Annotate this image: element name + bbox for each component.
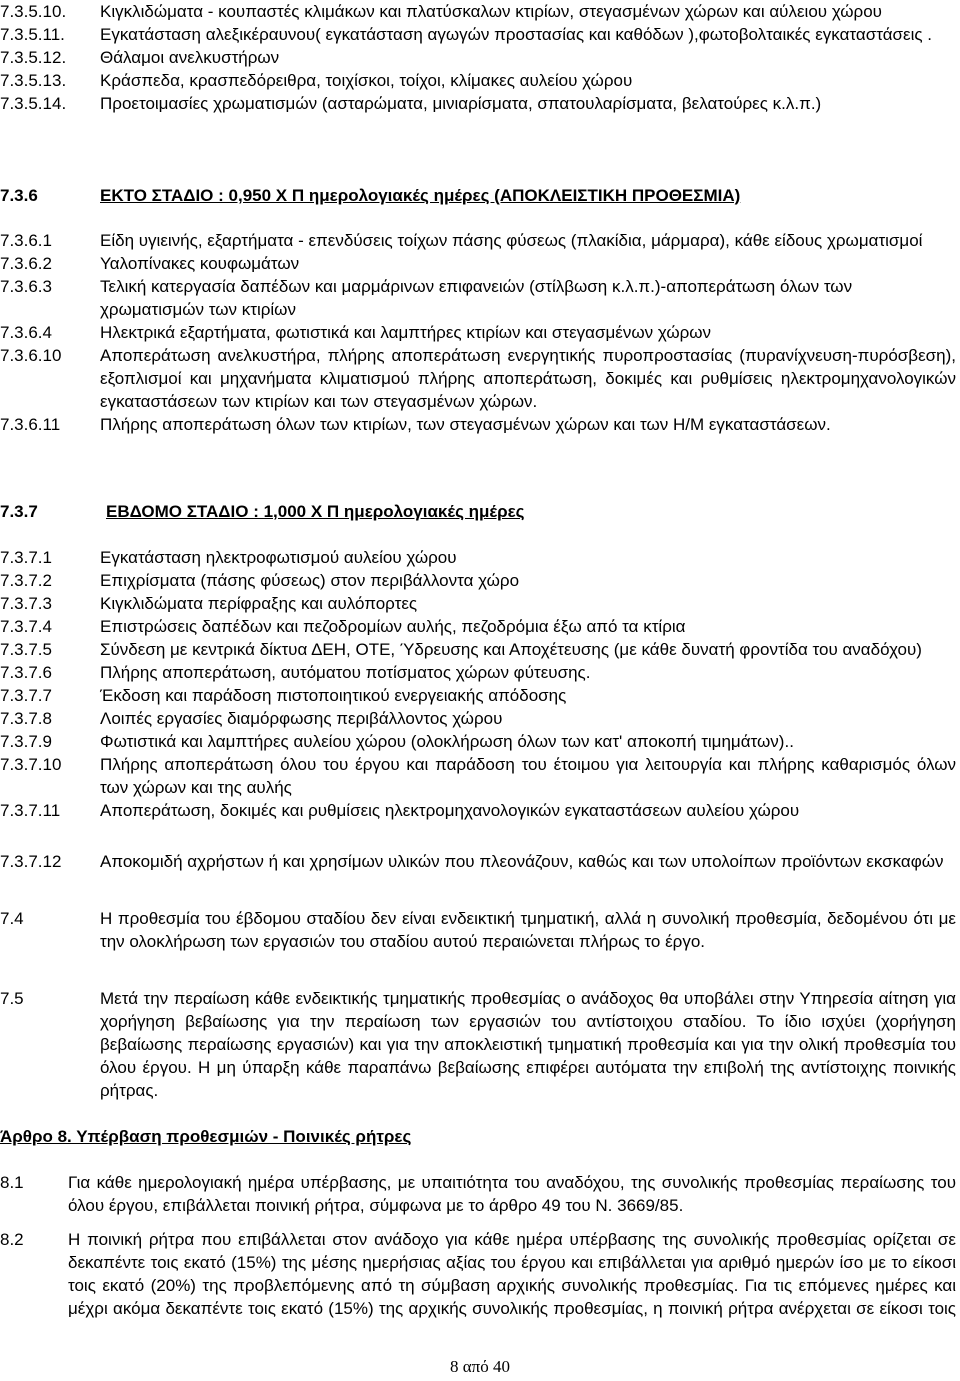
item-number: 7.3.7.8 xyxy=(0,709,52,728)
item-number: 7.3.6.11 xyxy=(0,415,61,434)
item-text: Τελική κατεργασία δαπέδων και μαρμάρινων επιφανειών (στίλβωση κ.λ.π.)-αποπεράτωση όλων των χρωματισμών των κτιρίων xyxy=(100,277,853,319)
stage7-heading xyxy=(0,500,960,523)
item-text: Πλήρης αποπεράτωση όλου του έργου και παράδοση του έτοιμου για λειτουργία και πλήρης καθαρισμός όλων των χώρων και της αυλής xyxy=(100,755,956,797)
item-number: 7.3.7.10 xyxy=(0,755,62,774)
item-number: 7.3.5.14. xyxy=(0,94,67,113)
list-item xyxy=(0,707,960,730)
item-number: 7.3.7.6 xyxy=(0,663,52,682)
item-text: Έκδοση και παράδοση πιστοποιητικού ενεργειακής απόδοσης xyxy=(100,686,567,705)
item-number: 7.3.7.3 xyxy=(0,594,52,613)
article-heading: Άρθρο 8. Υπέρβαση προθεσμιών - Ποινικές ρήτρες xyxy=(0,1127,412,1146)
list-item xyxy=(0,661,960,684)
stage6-heading xyxy=(0,184,960,207)
item-text: Θάλαμοι ανελκυστήρων xyxy=(100,48,280,67)
list-item xyxy=(0,569,960,592)
item-number: 7.3.7.1 xyxy=(0,548,52,567)
paragraph-number: 8.1 xyxy=(0,1173,24,1192)
item-number: 7.3.6.4 xyxy=(0,323,52,342)
item-text: Κιγκλιδώματα περίφραξης και αυλόπορτες xyxy=(100,594,418,613)
paragraph-8-2 xyxy=(0,1228,960,1320)
item-text: Ηλεκτρικά εξαρτήματα, φωτιστικά και λαμπτήρες κτιρίων και στεγασμένων χώρων xyxy=(100,323,712,342)
list-item xyxy=(0,730,960,753)
list-item xyxy=(0,23,960,46)
list-item xyxy=(0,229,960,252)
item-number: 7.3.7.5 xyxy=(0,640,52,659)
item-text: Πλήρης αποπεράτωση, αυτόματου ποτίσματος χώρων φύτευσης. xyxy=(100,663,591,682)
paragraph-number: 7.5 xyxy=(0,989,24,1008)
item-number: 7.3.6.10 xyxy=(0,346,62,365)
list-item xyxy=(0,321,960,344)
list-item xyxy=(0,46,960,69)
list-item xyxy=(0,92,960,115)
item-number: 7.3.7.4 xyxy=(0,617,52,636)
page-number: 8 από 40 xyxy=(450,1357,510,1376)
item-text: Σύνδεση με κεντρικά δίκτυα ΔΕΗ, ΟΤΕ, Ύδρευσης και Αποχέτευσης (με κάθε δυνατή φροντίδα του αναδόχου) xyxy=(100,640,922,659)
list-item xyxy=(0,684,960,707)
stage6-items xyxy=(0,229,960,436)
paragraph-7-4 xyxy=(0,907,960,953)
section-title: ΕΚΤΟ ΣΤΑΔΙΟ : 0,950 Χ Π ημερολογιακές ημέρες (ΑΠΟΚΛΕΙΣΤΙΚΗ ΠΡΟΘΕΣΜΙΑ) xyxy=(100,186,741,205)
item-text: Εγκατάσταση ηλεκτροφωτισμού αυλείου χώρου xyxy=(100,548,457,567)
section-number: 7.3.7 xyxy=(0,502,38,521)
item-text: Φωτιστικά και λαμπτήρες αυλείου χώρου (ολοκλήρωση όλων των κατ' αποκοπή τιμημάτων).. xyxy=(100,732,794,751)
item-number: 7.3.7.2 xyxy=(0,571,52,590)
item-text: Κιγκλιδώματα - κουπαστές κλιμάκων και πλατύσκαλων κτιρίων, στεγασμένων χώρων και αύλειου χώρου xyxy=(100,2,882,21)
item-text: Αποπεράτωση, δοκιμές και ρυθμίσεις ηλεκτρομηχανολογικών εγκαταστάσεων αυλείου χώρου xyxy=(100,801,800,820)
paragraph-number: 8.2 xyxy=(0,1230,24,1249)
item-text: Λοιπές εργασίες διαμόρφωσης περιβάλλοντος χώρου xyxy=(100,709,503,728)
item-number: 7.3.7.7 xyxy=(0,686,52,705)
paragraph-text: Για κάθε ημερολογιακή ημέρα υπέρβασης, με υπαιτιότητα του αναδόχου, της συνολικής προθεσμίας περαίωσης του όλου έργου, επιβάλλεται ποινική ρήτρα, σύμφωνα με το άρθρο 49 του Ν. 3669/85. xyxy=(68,1173,956,1215)
item-text: Επιχρίσματα (πάσης φύσεως) στον περιβάλλοντα χώρο xyxy=(100,571,520,590)
stage7-item-12 xyxy=(0,850,960,873)
list-item xyxy=(0,592,960,615)
item-text: Υαλοπίνακες κουφωμάτων xyxy=(100,254,300,273)
list-item xyxy=(0,0,960,23)
list-item xyxy=(0,799,960,822)
item-number: 7.3.6.3 xyxy=(0,277,52,296)
item-text: Είδη υγιεινής, εξαρτήματα - επενδύσεις τοίχων πάσης φύσεως (πλακίδια, μάρμαρα), κάθε είδους χρωματισμοί xyxy=(100,231,923,250)
item-number: 7.3.6.1 xyxy=(0,231,52,250)
items-7-3-5 xyxy=(0,0,960,115)
list-item xyxy=(0,69,960,92)
item-number: 7.3.5.10. xyxy=(0,2,67,21)
item-text: Επιστρώσεις δαπέδων και πεζοδρομίων αυλής, πεζοδρόμια έξω από τα κτίρια xyxy=(100,617,686,636)
paragraph-7-5 xyxy=(0,987,960,1102)
paragraph-text: Η ποινική ρήτρα που επιβάλλεται στον ανάδοχο για κάθε ημέρα υπέρβασης της συνολικής προθεσμίας ορίζεται σε δεκαπέντε τοις εκατό (15%) της μέσης ημερήσιας αξίας του έργου και επιβάλλεται για αριθμό ημερών ίσο με το είκοσι τοις εκατό (20%) της προβλεπόμενης από τη σύμβαση αρχικής συνολικής προθεσμίας. Για τις επόμενες ημέρες και μέχρι ακόμα δεκαπέντε τοις εκατό (15%) της αρχικής συνολικής προθεσμίας, η ποινική ρήτρα ανέρχεται σε είκοσι τοις xyxy=(68,1230,956,1318)
item-text: Προετοιμασίες χρωματισμών (ασταρώματα, μινιαρίσματα, σπατουλαρίσματα, βελατούρες κ.λ.π.) xyxy=(100,94,822,113)
item-number: 7.3.7.9 xyxy=(0,732,52,751)
list-item xyxy=(0,638,960,661)
paragraph-text: Μετά την περαίωση κάθε ενδεικτικής τμηματικής προθεσμίας ο ανάδοχος θα υποβάλει στην Υπηρεσία αίτηση για χορήγηση βεβαίωσης για την περαίωση των εργασιών του αντίστοιχου σταδίου. Το ίδιο ισχύει (χορήγηση βεβαίωσης περαίωσης εργασιών) και για την αποκλειστική τμηματική προθεσμία και για την ολική προθεσμία του όλου έργου. Η μη ύπαρξη κάθε παραπάνω βεβαίωσης επιφέρει αυτόματα την επιβολή της αντίστοιχης ποινικής ρήτρας. xyxy=(100,989,956,1100)
section-title: ΕΒΔΟΜΟ ΣΤΑΔΙΟ : 1,000 Χ Π ημερολογιακές ημέρες xyxy=(106,502,525,521)
list-item xyxy=(0,850,960,873)
list-item xyxy=(0,344,960,413)
paragraph-8-1 xyxy=(0,1171,960,1217)
list-item xyxy=(0,615,960,638)
list-item xyxy=(0,252,960,275)
stage7-items xyxy=(0,546,960,822)
item-text: Πλήρης αποπεράτωση όλων των κτιρίων, των στεγασμένων χώρων και των Η/Μ εγκαταστάσεων. xyxy=(100,415,831,434)
item-text: Εγκατάσταση αλεξικέραυνου( εγκατάσταση αγωγών προστασίας και καθόδων ),φωτοβολταικές εγκαταστάσεις . xyxy=(100,25,933,44)
list-item xyxy=(0,753,960,799)
item-number: 7.3.6.2 xyxy=(0,254,52,273)
item-number: 7.3.7.12 xyxy=(0,852,62,871)
item-text: Αποπεράτωση ανελκυστήρα, πλήρης αποπεράτωση ενεργητικής πυροπροστασίας (πυρανίχνευση-πυρόσβεση), εξοπλισμοί και μηχανήματα κλιματισμού πλήρης αποπεράτωση, δοκιμές και ρυθμίσεις ηλεκτρομηχανολογικών εγκαταστάσεων των κτιρίων και των στεγασμένων χώρων. xyxy=(100,346,956,411)
list-item xyxy=(0,546,960,569)
list-item xyxy=(0,275,960,321)
list-item xyxy=(0,413,960,436)
item-number: 7.3.7.11 xyxy=(0,801,61,820)
item-number: 7.3.5.13. xyxy=(0,71,67,90)
item-number: 7.3.5.11. xyxy=(0,25,65,44)
item-number: 7.3.5.12. xyxy=(0,48,67,67)
paragraph-number: 7.4 xyxy=(0,909,24,928)
section-number: 7.3.6 xyxy=(0,186,38,205)
item-text: Αποκομιδή αχρήστων ή και χρησίμων υλικών που πλεονάζουν, καθώς και των υπολοίπων προϊόντων εκσκαφών xyxy=(100,852,944,871)
paragraph-text: Η προθεσμία του έβδομου σταδίου δεν είναι ενδεικτική τμηματική, αλλά η συνολική προθεσμία, δεδομένου ότι με την ολοκλήρωση των εργασιών του σταδίου αυτού περαιώνεται πλήρως το έργο. xyxy=(100,909,956,951)
item-text: Κράσπεδα, κρασπεδόρειθρα, τοιχίσκοι, τοίχοι, κλίμακες αυλείου χώρου xyxy=(100,71,633,90)
